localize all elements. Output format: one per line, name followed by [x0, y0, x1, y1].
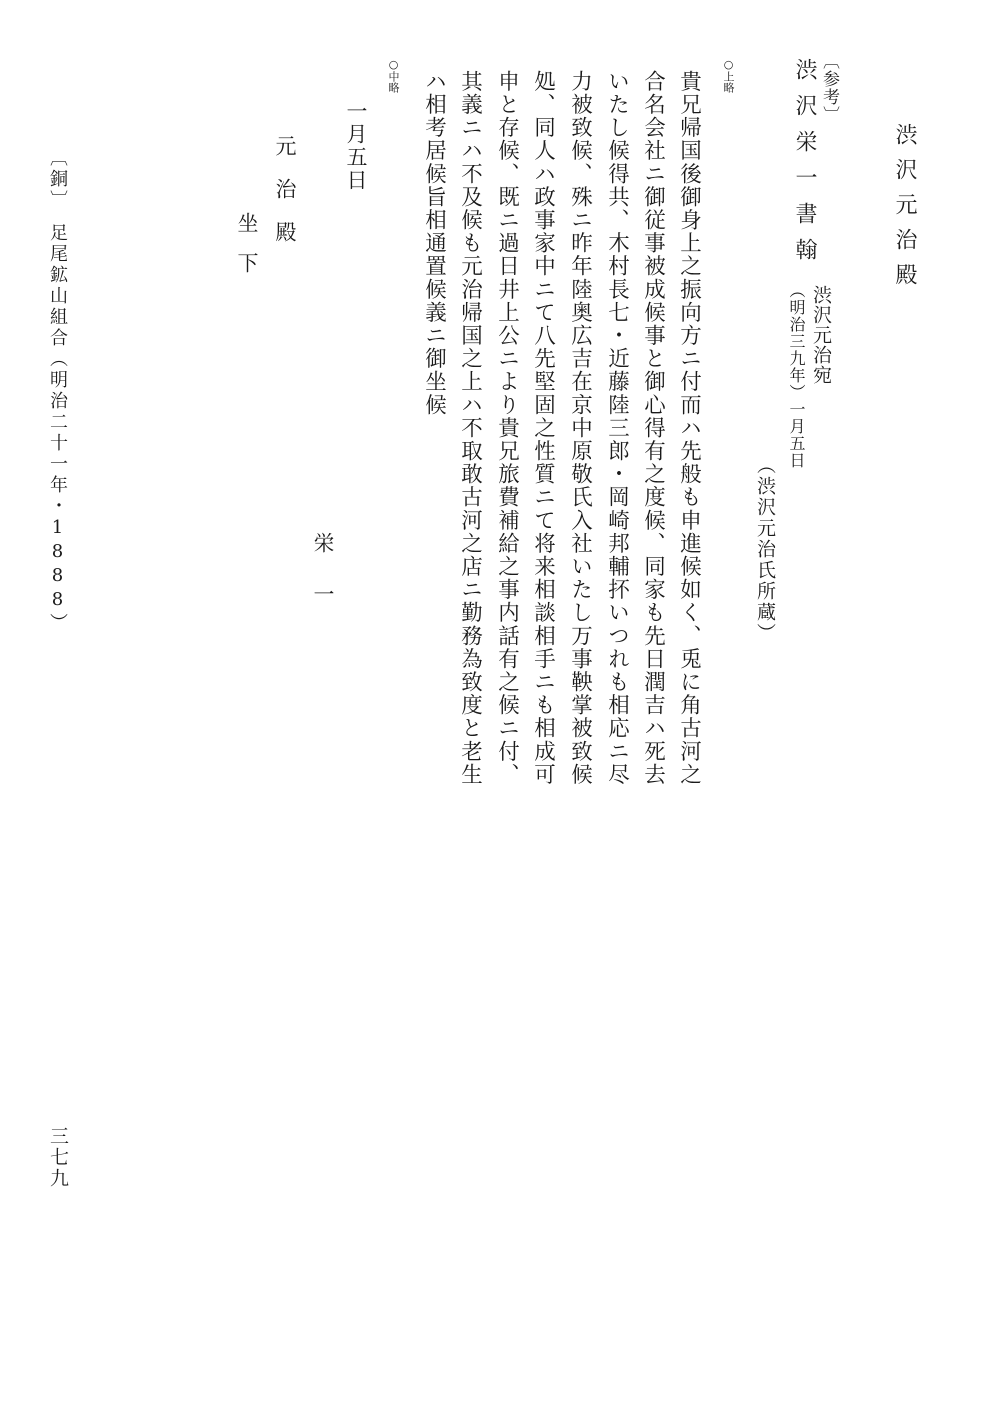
page-number: 三七九	[47, 1126, 69, 1189]
omission-mid: ○中略	[387, 58, 400, 93]
addressee-heading: 渋沢元治殿	[892, 123, 917, 298]
letter-line-1: 貴兄帰国後御身上之振向方ニ付而ハ先般も申進候如く、兎に角古河之	[676, 70, 702, 787]
letter-addressee: 元治殿	[273, 135, 297, 264]
letter-honorific: 坐下	[235, 212, 259, 292]
letter-line-8: ハ相考居候旨相通置候義ニ御坐候	[421, 70, 447, 417]
running-head: 〔銅〕 足尾鉱山組合（明治二十一年・1888）	[47, 148, 68, 634]
omission-top: ○上略	[722, 58, 735, 93]
letter-line-7: 其義ニハ不及候も元治帰国之上ハ不取敢古河之店ニ勤務為致度と老生	[457, 70, 483, 787]
reference-date-note: （明治三九年）一月五日	[787, 282, 806, 469]
letter-line-3: いたし候得共、木村長七・近藤陸三郎・岡崎邦輔抔いつれも相応ニ尽	[604, 70, 630, 787]
reference-title: 渋沢栄一書翰	[792, 58, 817, 274]
letter-line-6: 申と存候、既ニ過日井上公ニより貴兄旅費補給之事内話有之候ニ付、	[494, 70, 520, 787]
reference-recipient: 渋沢元治宛	[810, 285, 832, 385]
letter-line-2: 合名会社ニ御従事被成候事と御心得有之度候、同家も先日潤吉ハ死去	[640, 70, 666, 787]
letter-line-4: 力被致候、殊ニ昨年陸奥広吉在京中原敬氏入社いたし万事鞅掌被致候	[567, 70, 593, 787]
letter-line-5: 処、同人ハ政事家中ニて八先堅固之性質ニて将来相談相手ニも相成可	[530, 70, 556, 787]
reference-tag: 〔参考〕	[819, 52, 839, 124]
letter-date: 一月五日	[344, 100, 368, 192]
letter-sender: 栄一	[311, 532, 335, 634]
ownership-note: （渋沢元治氏所蔵）	[754, 455, 776, 644]
